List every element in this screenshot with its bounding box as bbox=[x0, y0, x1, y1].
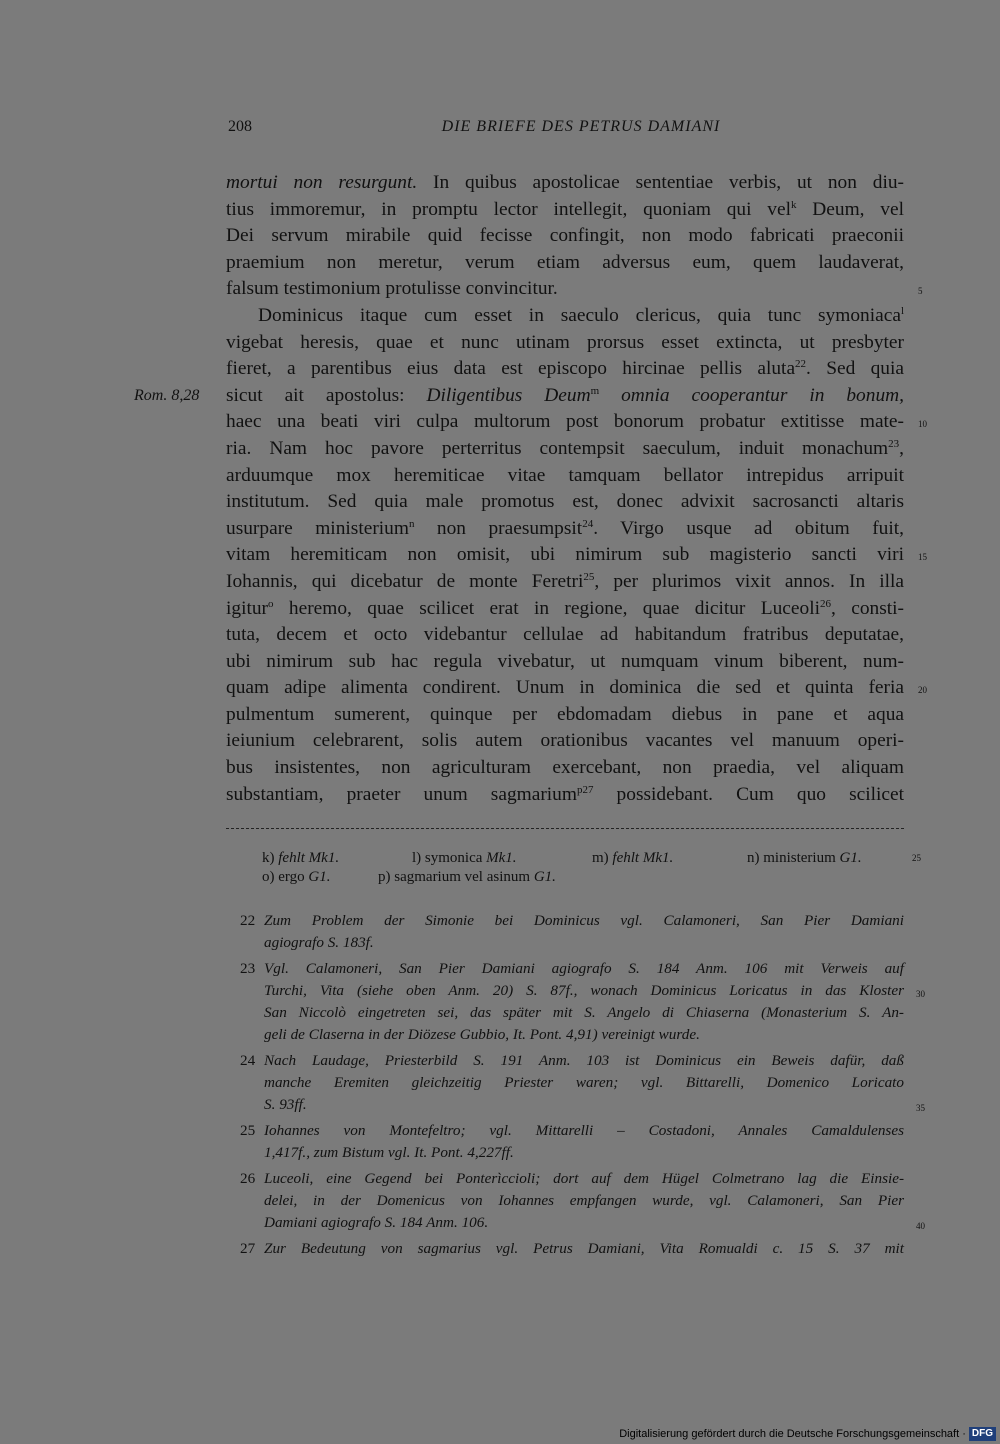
footnote-number: 27 bbox=[240, 1240, 256, 1257]
text-line: bus insistentes, non agriculturam exercebant, non praedia, vel aliquam bbox=[226, 757, 904, 779]
footnote-line: 1,417f., zum Bistum vgl. It. Pont. 4,227ff. bbox=[264, 1144, 514, 1161]
footnote-line: 24 Nach Laudage, Priesterbild S. 191 Anm. 103 ist Dominicus ein Beweis dafür, daß bbox=[240, 1050, 904, 1072]
footnote-line: Turchi, Vita (siehe oben Anm. 20) S. 87f., wonach Dominicus Loricatus in das Kloster 30 bbox=[240, 980, 904, 1002]
line-number: 10 bbox=[918, 419, 927, 430]
footnote-number: 24 bbox=[240, 1052, 256, 1069]
footnote-number: 22 bbox=[240, 912, 256, 929]
line-number: 35 bbox=[916, 1103, 925, 1113]
apparatus-entry: k) fehlt Mk1. bbox=[262, 850, 340, 866]
line-number: 25 bbox=[912, 853, 921, 863]
line-number: 5 bbox=[918, 286, 923, 297]
page-number: 208 bbox=[228, 118, 252, 135]
text-line: ria. Nam hoc pavore perterritus contempsit saeculum, induit monachum$^{23}$, bbox=[226, 437, 904, 459]
critical-apparatus bbox=[262, 849, 921, 887]
text-line: ubi nimirum sub hac regula vivebatur, ut numquam vinum biberent, num- bbox=[226, 650, 904, 672]
digitization-footer bbox=[606, 1424, 1000, 1444]
text-line: substantiam, praeter unum sagmarium$^{p27}$ possidebant. Cum quo scilicet bbox=[226, 783, 904, 805]
footnote-number: 25 bbox=[240, 1122, 256, 1139]
text-line: haec una beati viri culpa multorum post bonorum probatur extitisse mate- 10 bbox=[226, 409, 904, 436]
footer-text: Digitalisierung gefördert durch die Deutsche Forschungsgemeinschaft · bbox=[619, 1428, 966, 1440]
footnotes bbox=[240, 910, 925, 1260]
text-line: arduumque mox heremiticae vitae tamquam bellator intrepidus arripuit bbox=[226, 464, 904, 486]
line-number: 15 bbox=[918, 552, 927, 563]
text-line: praemium non meretur, verum etiam adversus eum, quem laudaverat, bbox=[226, 251, 904, 273]
apparatus-entry: m) fehlt Mk1. bbox=[592, 850, 674, 866]
text-line: usurpare ministerium$^n$ non praesumpsit$^{24}$. Virgo usque ad obitum fuit, bbox=[226, 517, 904, 539]
footnote-line: 23 Vgl. Calamoneri, San Pier Damiani agiografo S. 184 Anm. 106 mit Verweis auf bbox=[240, 958, 904, 980]
footnote-line: San Niccolò eingetreten sei, das später mit S. Angelo di Chiaserna (Monasterium S. An- bbox=[264, 1004, 904, 1021]
text-line: fieret, a parentibus eius data est episcopo hircinae pellis aluta$^{22}$. Sed quia bbox=[226, 358, 904, 380]
apparatus-entry: p) sagmarium vel asinum G1. bbox=[378, 869, 556, 885]
text-line: igitur$^o$ heremo, quae scilicet erat in regione, quae dicitur Luceoli$^{26}$, consti- bbox=[226, 597, 904, 619]
text-line: tius immoremur, in promptu lector intellegit, quoniam qui vel$^k$ Deum, vel bbox=[226, 198, 904, 220]
apparatus-line bbox=[262, 868, 902, 887]
dfg-logo-icon: DFG bbox=[969, 1427, 996, 1441]
text-line: institutum. Sed quia male promotus est, donec advixit sacrosancti altaris bbox=[226, 491, 904, 513]
main-text bbox=[134, 170, 927, 808]
footnote-line: 22 Zum Problem der Simonie bei Dominicus vgl. Calamoneri, San Pier Damiani bbox=[240, 910, 904, 932]
line-number: 40 bbox=[916, 1221, 925, 1231]
margin-reference: Rom. 8,28 bbox=[134, 386, 200, 404]
text-line: mortui non resurgunt. In quibus apostolicae sententiae verbis, ut non diu- bbox=[226, 172, 904, 193]
apparatus-entry: l) symonica Mk1. bbox=[412, 850, 517, 866]
text-line: Dominicus itaque cum esset in saeculo clericus, quia tunc symoniaca$^l$ bbox=[258, 304, 904, 326]
footnote-line: Damiani agiografo S. 184 Anm. 106. 40 bbox=[240, 1212, 904, 1234]
text-line: pulmentum sumerent, quinque per ebdomadam diebus in pane et aqua bbox=[226, 703, 904, 725]
line-number: 20 bbox=[918, 685, 927, 696]
text-line: quam adipe alimenta condirent. Unum in dominica die sed et quinta feria 20 bbox=[226, 675, 904, 702]
text-line: vigebat heresis, quae et nunc utinam prorsus esset extincta, ut presbyter bbox=[226, 331, 904, 353]
footnote-number: 23 bbox=[240, 960, 256, 977]
running-title: DIE BRIEFE DES PETRUS DAMIANI bbox=[441, 118, 721, 135]
text-line: Dei servum mirabile quid fecisse confingit, non modo fabricati praeconii bbox=[226, 225, 904, 247]
text-line: falsum testimonium protulisse convincitur. 5 bbox=[226, 276, 904, 303]
footnote-line: geli de Claserna in der Diözese Gubbio, It. Pont. 4,91) vereinigt wurde. bbox=[264, 1026, 700, 1043]
footnote-line: delei, in der Domenicus von Iohannes empfangen wurde, vgl. Calamoneri, San Pier bbox=[264, 1192, 904, 1209]
line-number: 30 bbox=[916, 989, 925, 999]
page-header bbox=[228, 118, 904, 142]
text-line: ieiunium celebrarent, solis autem orationibus vacantes vel manuum operi- bbox=[226, 730, 904, 752]
text-line: Iohannis, qui dicebatur de monte Feretri$^{25}$, per plurimos vixit annos. In illa bbox=[226, 570, 904, 592]
apparatus-entry: o) ergo G1. bbox=[262, 869, 331, 885]
apparatus-entry: n) ministerium G1. bbox=[747, 850, 862, 866]
apparatus-line bbox=[262, 849, 921, 868]
text-line: tuta, decem et octo videbantur cellulae ad habitandum fratribus deputatae, bbox=[226, 624, 904, 646]
footnote-line: manche Eremiten gleichzeitig Priester waren; vgl. Bittarelli, Domenico Loricato bbox=[264, 1074, 904, 1091]
footnote-line: S. 93ff. 35 bbox=[240, 1094, 904, 1116]
footnote-separator bbox=[226, 828, 904, 829]
text-line: Rom. 8,28 sicut ait apostolus: Diligentibus Deum$^m$ omnia cooperantur in bonum, bbox=[226, 383, 904, 410]
footnote-line: agiografo S. 183f. bbox=[264, 934, 374, 951]
footnote-line: 26 Luceoli, eine Gegend bei Ponterìccioli; dort auf dem Hügel Colmetrano lag die Einsie- bbox=[240, 1168, 904, 1190]
text-line: vitam heremiticam non omisit, ubi nimirum sub magisterio sancti viri 15 bbox=[226, 542, 904, 569]
footnote-line: 27 Zur Bedeutung von sagmarius vgl. Petrus Damiani, Vita Romualdi c. 15 S. 37 mit bbox=[240, 1238, 904, 1260]
footnote-number: 26 bbox=[240, 1170, 256, 1187]
footnote-line: 25 Iohannes von Montefeltro; vgl. Mittarelli – Costadoni, Annales Camaldulenses bbox=[240, 1120, 904, 1142]
